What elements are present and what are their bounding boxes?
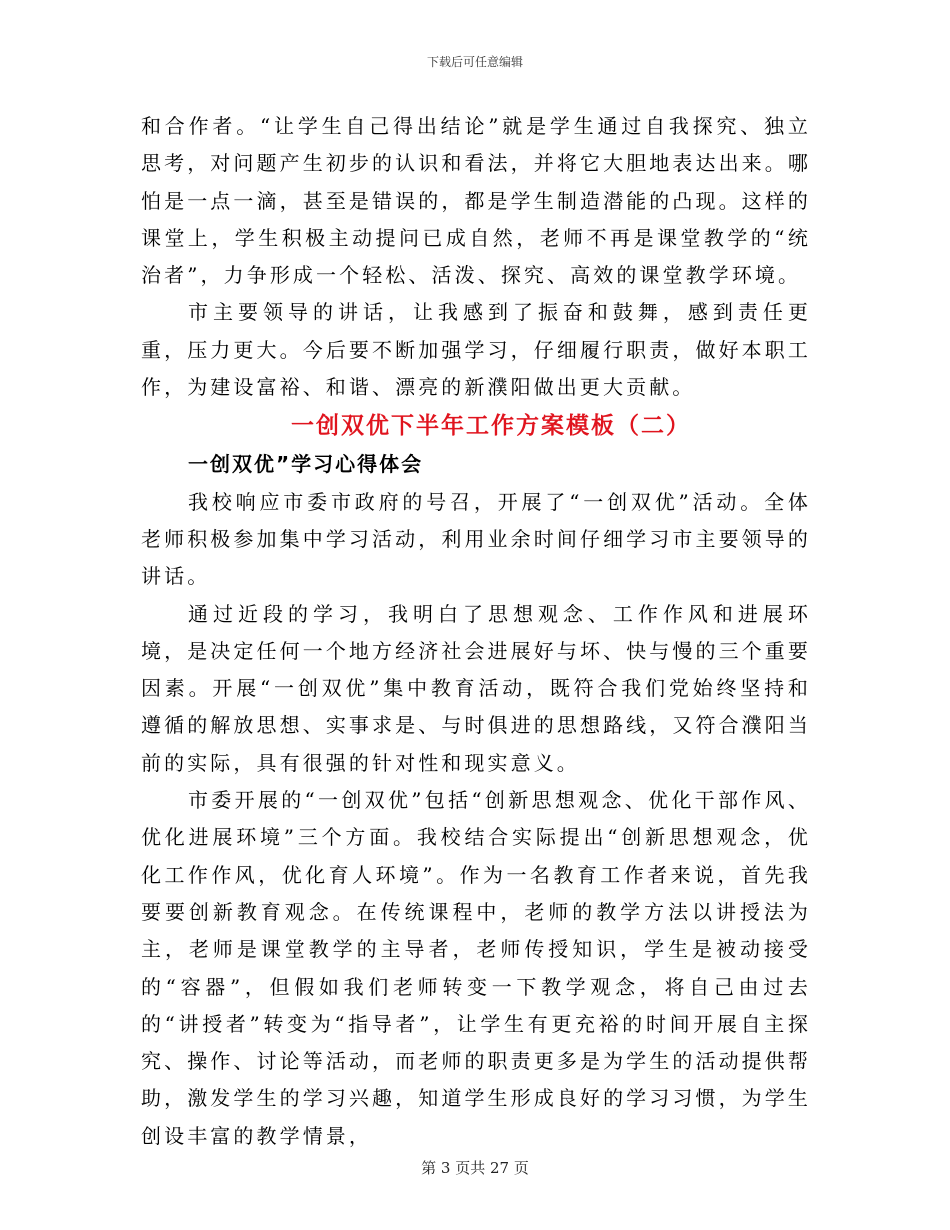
- document-body: [141, 108, 811, 1155]
- paragraph-4: 通过近段的学习，我明白了思想观念、工作作风和进展环境，是决定任何一个地方经济社会进展好与坏、快与慢的三个重要因素。开展“一创双优”集中教育活动，既符合我们党始终坚持和遵循的解放思想、实事求是、与时俱进的思想路线，又符合濮阳当前的实际，具有很强的针对性和现实意义。: [141, 601, 811, 775]
- page-header: 下载后可任意编辑: [426, 55, 523, 69]
- page-footer: 第 3 页共 27 页: [421, 1159, 529, 1177]
- paragraph-3: 我校响应市委市政府的号召，开展了“一创双优”活动。全体老师积极参加集中学习活动，利用业余时间仔细学习市主要领导的讲话。: [141, 489, 811, 589]
- sub-title: 一创双优”学习心得体会: [188, 452, 424, 477]
- section-title: 一创双优下半年工作方案模板（二）: [291, 413, 691, 440]
- paragraph-5: 市委开展的“一创双优”包括“创新思想观念、优化干部作风、优化进展环境”三个方面。我校结合实际提出“创新思想观念，优化工作作风，优化育人环境”。作为一名教育工作者来说，首先我要要创新教育观念。在传统课程中，老师的教学方法以讲授法为主，老师是课堂教学的主导者，老师传授知识，学生是被动接受的“容器”，但假如我们老师转变一下教学观念，将自己由过去的“讲授者”转变为“指导者”，让学生有更充裕的时间开展自主探究、操作、讨论等活动，而老师的职责更多是为学生的活动提供帮助，激发学生的学习兴趣，知道学生形成良好的学习习惯，为学生创设丰富的教学情景，: [141, 788, 811, 1148]
- paragraph-1: 和合作者。“让学生自己得出结论”就是学生通过自我探究、独立思考，对问题产生初步的认识和看法，并将它大胆地表达出来。哪怕是一点一滴，甚至是错误的，都是学生制造潜能的凸现。这样的课堂上，学生积极主动提问已成自然，老师不再是课堂教学的“统治者”，力争形成一个轻松、活泼、探究、高效的课堂教学环境。: [141, 114, 811, 288]
- paragraph-2: 市主要领导的讲话，让我感到了振奋和鼓舞，感到责任更重，压力更大。今后要不断加强学习，仔细履行职责，做好本职工作，为建设富裕、和谐、漂亮的新濮阳做出更大贡献。: [141, 300, 811, 400]
